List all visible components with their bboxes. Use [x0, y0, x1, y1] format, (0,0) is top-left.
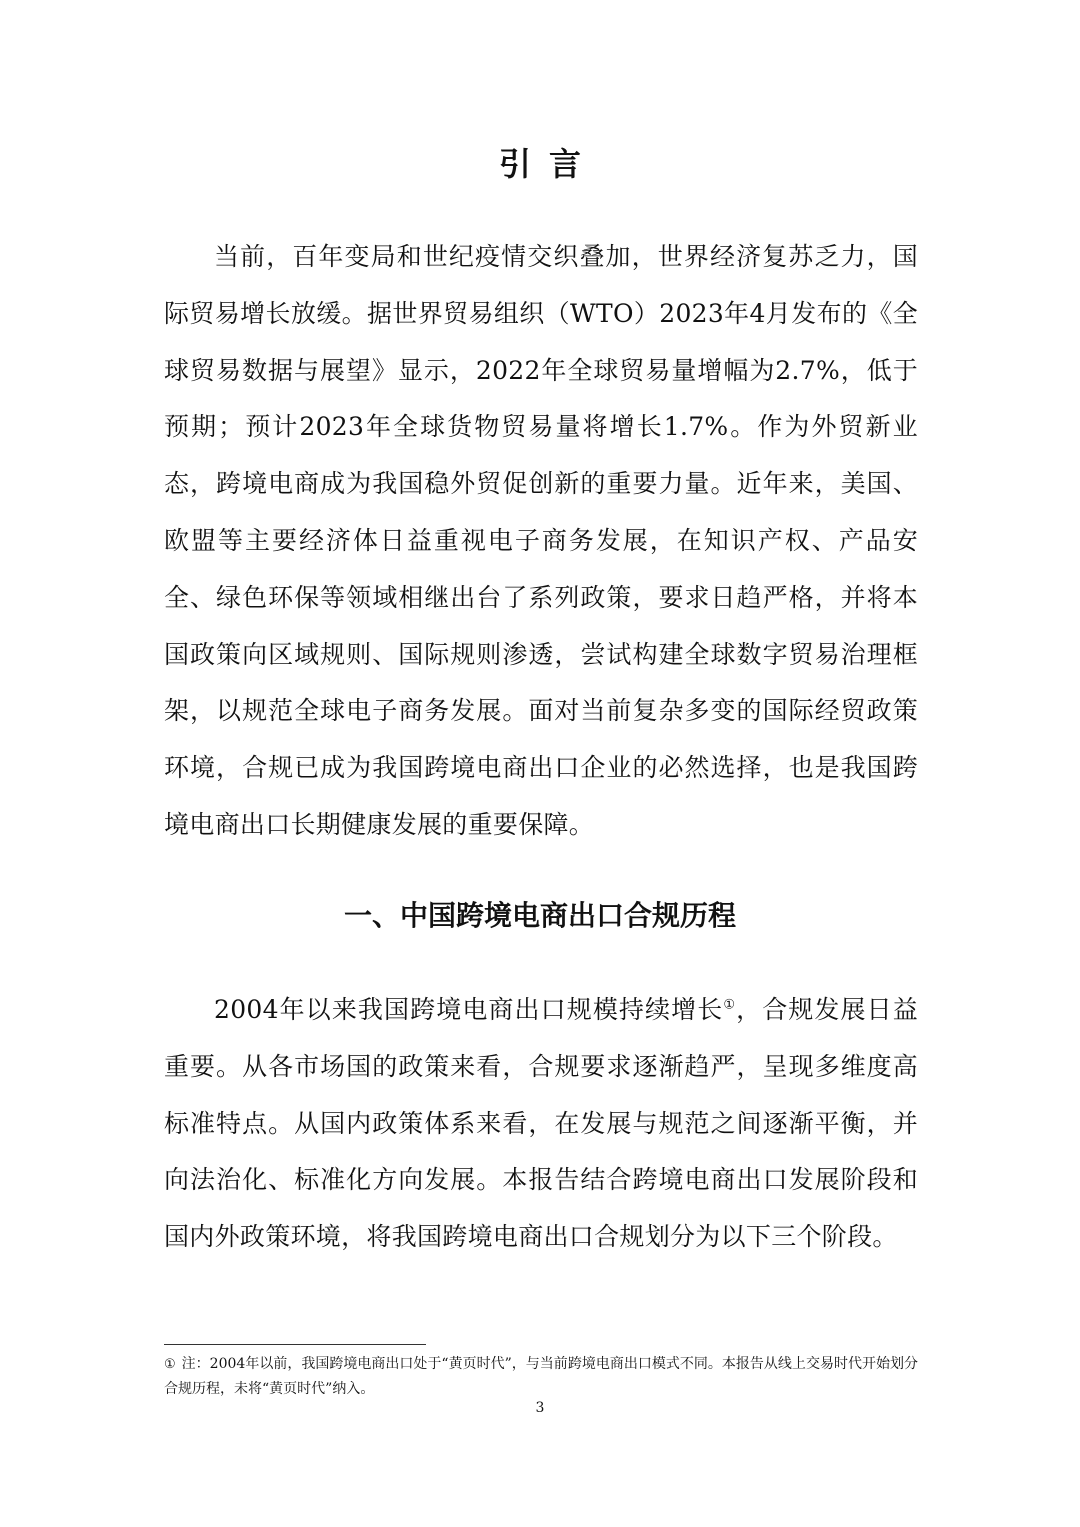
footnote-mark: ①	[164, 1357, 176, 1372]
section-paragraph	[164, 982, 918, 1266]
footnote	[164, 1352, 918, 1401]
section-heading: 一、中国跨境电商出口合规历程	[343, 899, 736, 932]
intro-paragraph: 当前，百年变局和世纪疫情交织叠加，世界经济复苏乏力，国际贸易增长放缓。据世界贸易组织（WTO）2023年4月发布的《全球贸易数据与展望》显示，2022年全球贸易量增幅为2.7%，低于预期；预计2023年全球货物贸易量将增长1.7%。作为外贸新业态，跨境电商成为我国稳外贸促创新的重要力量。近年来，美国、欧盟等主要经济体日益重视电子商务发展，在知识产权、产品安全、绿色环保等领域相继出台了系列政策，要求日趋严格，并将本国政策向区域规则、国际规则渗透，尝试构建全球数字贸易治理框架，以规范全球电子商务发展。面对当前复杂多变的国际经贸政策环境，合规已成为我国跨境电商出口企业的必然选择，也是我国跨境电商出口长期健康发展的重要保障。	[164, 242, 918, 839]
section-paragraph-text-start: 2004年以来我国跨境电商出口规模持续增长	[214, 995, 724, 1024]
footnote-divider	[164, 1344, 426, 1345]
footnote-text: 注：2004年以前，我国跨境电商出口处于“黄页时代”，与当前跨境电商出口模式不同。本报告从线上交易时代开始划分合规历程，未将“黄页时代”纳入。	[164, 1356, 918, 1397]
section-paragraph-text-end: ，合规发展日益重要。从各市场国的政策来看，合规要求逐渐趋严，呈现多维度高标准特点。从国内政策体系来看，在发展与规范之间逐渐平衡，并向法治化、标准化方向发展。本报告结合跨境电商出口发展阶段和国内外政策环境，将我国跨境电商出口合规划分为以下三个阶段。	[164, 995, 918, 1252]
page-title: 引言	[498, 145, 599, 183]
page-number: 3	[535, 1400, 545, 1416]
footnote-reference[interactable]: ①	[723, 997, 737, 1013]
